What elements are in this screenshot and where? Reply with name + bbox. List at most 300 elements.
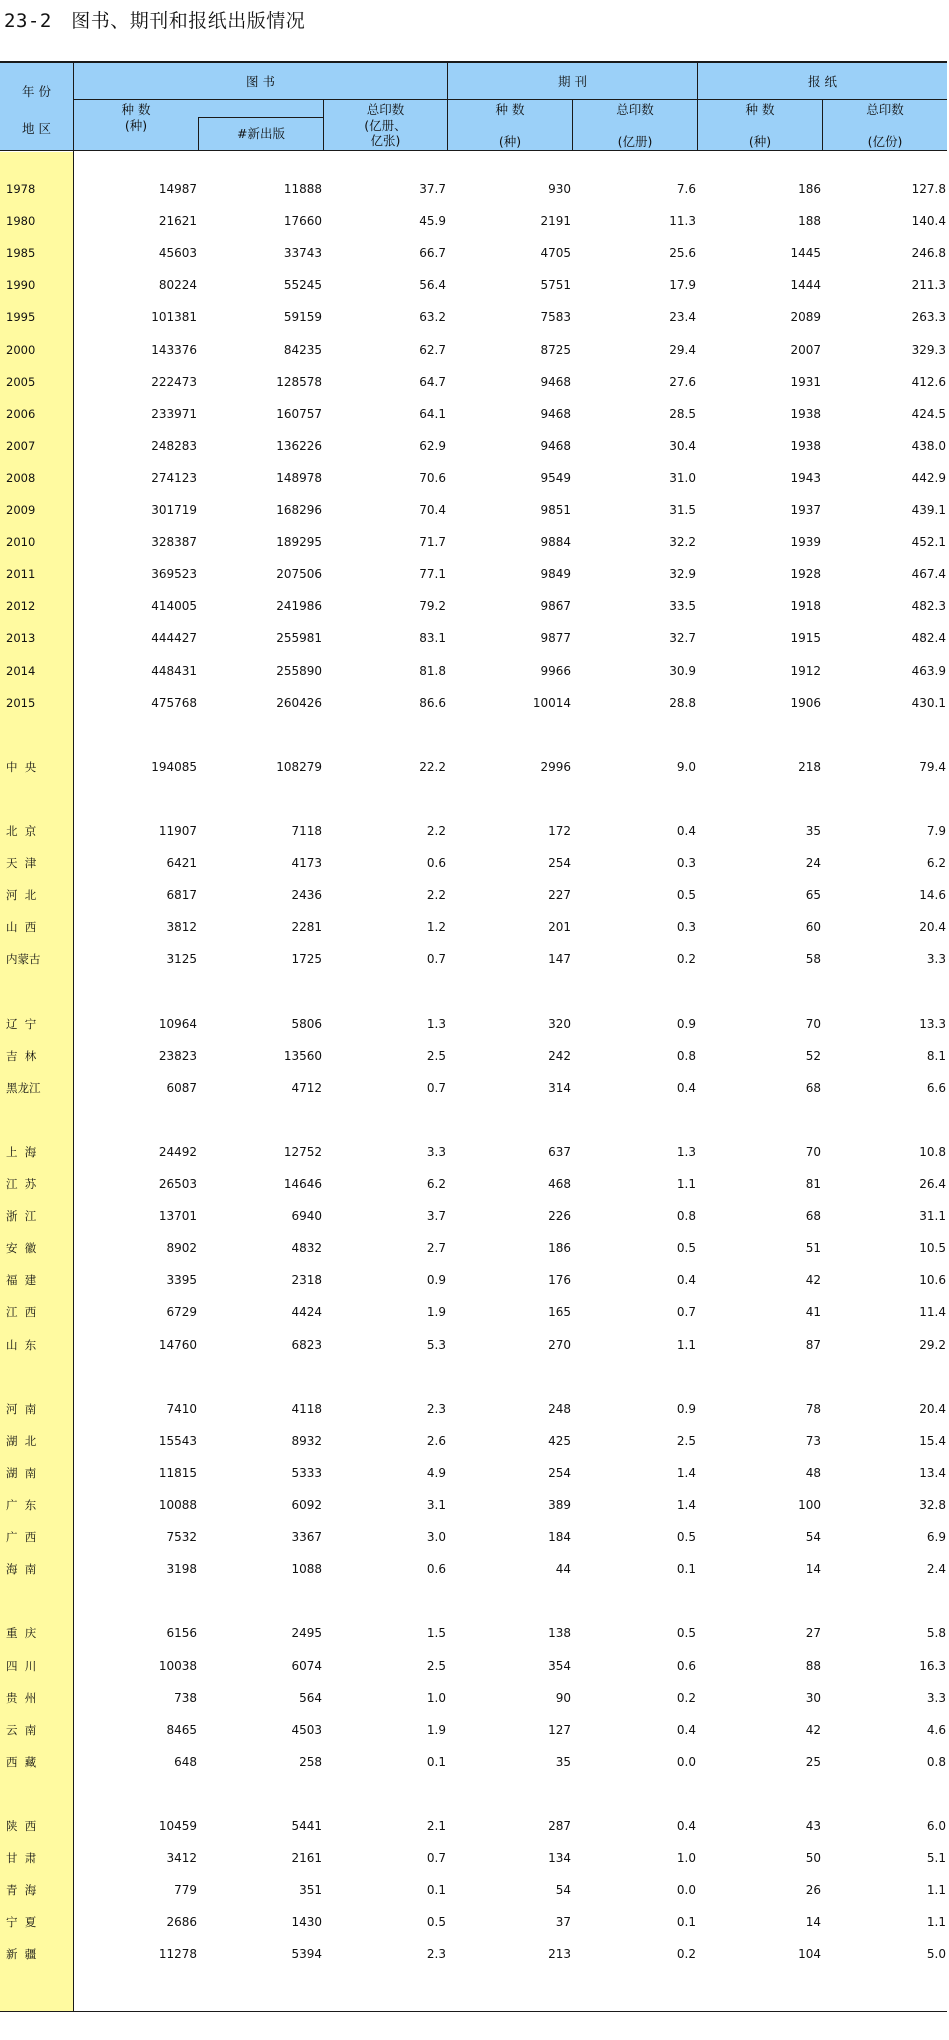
news-copies-cell: 439.1 <box>911 503 946 517</box>
books-kinds-cell: 444427 <box>151 631 197 645</box>
stub-header-region: 地 区 <box>22 121 51 136</box>
books-copies-cell: 0.1 <box>426 1755 446 1769</box>
per-copies-cell: 0.9 <box>676 1402 696 1416</box>
books-copies-cell: 2.3 <box>426 1947 446 1961</box>
books-copies-cell: 3.1 <box>426 1498 446 1512</box>
per-kinds-cell: 425 <box>548 1434 571 1448</box>
news-kinds-cell: 78 <box>805 1402 821 1416</box>
per-copies-cell: 1.3 <box>676 1145 696 1159</box>
books-new-cell: 6823 <box>291 1338 322 1352</box>
per-copies-cell: 11.3 <box>669 214 696 228</box>
table-row <box>0 340 949 360</box>
books-new-cell: 189295 <box>276 535 322 549</box>
row-label: 2010 <box>6 535 36 549</box>
row-label: 2009 <box>6 503 36 517</box>
news-copies-cell: 0.8 <box>926 1755 946 1769</box>
books-kinds-cell: 24492 <box>158 1145 197 1159</box>
per-kinds-cell: 2996 <box>540 760 571 774</box>
books-copies-cell: 2.1 <box>426 1819 446 1833</box>
news-copies-cell: 2.4 <box>926 1562 946 1576</box>
books-new-cell: 207506 <box>276 567 322 581</box>
news-copies-cell: 32.8 <box>919 1498 946 1512</box>
books-kinds-cell: 233971 <box>151 407 197 421</box>
table-row <box>0 917 949 937</box>
table-row <box>0 1656 949 1676</box>
news-copies-cell: 7.9 <box>926 824 946 838</box>
books-copies-cell: 62.7 <box>419 343 446 357</box>
row-label: 北 京 <box>6 824 37 838</box>
books-kinds-cell: 3412 <box>166 1851 197 1865</box>
table-row <box>0 1623 949 1643</box>
books-new-cell: 5441 <box>291 1819 322 1833</box>
row-label: 广 西 <box>6 1530 37 1544</box>
books-copies-cell: 2.2 <box>426 824 446 838</box>
books-copies-cell: 5.3 <box>426 1338 446 1352</box>
books-copies-cell: 2.3 <box>426 1402 446 1416</box>
newspapers-group-header: 报 纸 <box>808 74 837 89</box>
books-copies-cell: 45.9 <box>419 214 446 228</box>
books-new-cell: 255890 <box>276 664 322 678</box>
per-kinds-cell: 468 <box>548 1177 571 1191</box>
table-row <box>0 693 949 713</box>
books-new-cell: 2436 <box>291 888 322 902</box>
news-kinds-cell: 1937 <box>790 503 821 517</box>
news-kinds-cell: 1938 <box>790 439 821 453</box>
books-kinds-cell: 6817 <box>166 888 197 902</box>
books-copies-cell: 70.4 <box>419 503 446 517</box>
per-kinds-cell: 242 <box>548 1049 571 1063</box>
per-copies-cell: 32.7 <box>669 631 696 645</box>
per-copies-cell: 2.5 <box>676 1434 696 1448</box>
news-copies-cell: 438.0 <box>911 439 946 453</box>
books-new-cell: 4118 <box>291 1402 322 1416</box>
books-copies-cell: 4.9 <box>426 1466 446 1480</box>
news-copies-cell: 6.6 <box>926 1081 946 1095</box>
per-copies-cell: 1.0 <box>676 1851 696 1865</box>
news-copies-cell: 5.8 <box>926 1626 946 1640</box>
table-row <box>0 275 949 295</box>
per-kinds-cell: 201 <box>548 920 571 934</box>
table-row <box>0 1688 949 1708</box>
news-copies-cell: 246.8 <box>911 246 946 260</box>
news-kinds-cell: 42 <box>805 1273 821 1287</box>
books-new-cell: 4832 <box>291 1241 322 1255</box>
news-kinds-cell: 88 <box>805 1659 821 1673</box>
per-copies-cell: 1.1 <box>676 1338 696 1352</box>
books-kinds-cell: 13701 <box>158 1209 197 1223</box>
table-row <box>0 628 949 648</box>
books-kinds-cell: 6156 <box>166 1626 197 1640</box>
per-kinds-cell: 184 <box>548 1530 571 1544</box>
per-copies-cell: 0.5 <box>676 1530 696 1544</box>
row-label: 广 东 <box>6 1498 37 1512</box>
row-label: 2011 <box>6 567 36 581</box>
row-label: 海 南 <box>6 1562 37 1576</box>
books-new-cell: 14646 <box>283 1177 322 1191</box>
news-kinds-cell: 1939 <box>790 535 821 549</box>
books-new-cell: 7118 <box>291 824 322 838</box>
news-kinds-cell: 41 <box>805 1305 821 1319</box>
row-label: 1990 <box>6 278 36 292</box>
news-kinds-cell: 43 <box>805 1819 821 1833</box>
books-new-cell: 128578 <box>276 375 322 389</box>
news-copies-cell: 26.4 <box>919 1177 946 1191</box>
per-kinds-cell: 37 <box>555 1915 571 1929</box>
news-copies-cell: 424.5 <box>911 407 946 421</box>
books-copies-unit-2: 亿张) <box>370 133 401 148</box>
books-new-cell: 12752 <box>283 1145 322 1159</box>
books-copies-header: 总印数 <box>366 102 405 117</box>
news-copies-cell: 140.4 <box>911 214 946 228</box>
news-copies-cell: 1.1 <box>926 1883 946 1897</box>
news-copies-unit: (亿份) <box>867 134 903 149</box>
books-new-cell: 1088 <box>291 1562 322 1576</box>
header-bottom-rule <box>0 150 947 151</box>
books-new-cell: 4424 <box>291 1305 322 1319</box>
table-row <box>0 1816 949 1836</box>
per-kinds-cell: 213 <box>548 1947 571 1961</box>
table-row <box>0 853 949 873</box>
news-copies-cell: 11.4 <box>919 1305 946 1319</box>
books-copies-cell: 2.2 <box>426 888 446 902</box>
row-label: 山 西 <box>6 920 37 934</box>
books-copies-cell: 1.2 <box>426 920 446 934</box>
table-row <box>0 243 949 263</box>
news-copies-cell: 31.1 <box>919 1209 946 1223</box>
books-copies-cell: 2.7 <box>426 1241 446 1255</box>
row-label: 2005 <box>6 375 36 389</box>
books-kinds-cell: 779 <box>174 1883 197 1897</box>
row-label: 山 东 <box>6 1338 37 1352</box>
row-label: 黑龙江 <box>6 1081 41 1095</box>
news-kinds-cell: 51 <box>805 1241 821 1255</box>
table-row <box>0 1335 949 1355</box>
news-copies-cell: 4.6 <box>926 1723 946 1737</box>
news-kinds-cell: 1912 <box>790 664 821 678</box>
per-kinds-cell: 287 <box>548 1819 571 1833</box>
books-new-cell: 33743 <box>283 246 322 260</box>
books-kinds-cell: 6087 <box>166 1081 197 1095</box>
news-copies-cell: 6.9 <box>926 1530 946 1544</box>
news-kinds-cell: 104 <box>798 1947 821 1961</box>
per-kinds-cell: 172 <box>548 824 571 838</box>
books-kinds-cell: 448431 <box>151 664 197 678</box>
news-kinds-cell: 2007 <box>790 343 821 357</box>
per-copies-cell: 0.8 <box>676 1049 696 1063</box>
per-copies-cell: 30.4 <box>669 439 696 453</box>
books-new-cell: 11888 <box>283 182 322 196</box>
books-copies-cell: 0.7 <box>426 952 446 966</box>
per-copies-cell: 0.2 <box>676 1947 696 1961</box>
news-kinds-cell: 100 <box>798 1498 821 1512</box>
per-copies-cell: 0.4 <box>676 1723 696 1737</box>
per-copies-cell: 31.0 <box>669 471 696 485</box>
books-new-cell: 351 <box>299 1883 322 1897</box>
table-row <box>0 1912 949 1932</box>
books-copies-cell: 0.6 <box>426 856 446 870</box>
books-kinds-cell: 3125 <box>166 952 197 966</box>
books-new-cell: 2318 <box>291 1273 322 1287</box>
table-row <box>0 1495 949 1515</box>
table-row <box>0 1078 949 1098</box>
books-kinds-cell: 222473 <box>151 375 197 389</box>
per-copies-cell: 0.2 <box>676 1691 696 1705</box>
news-kinds-cell: 14 <box>805 1915 821 1929</box>
news-kinds-cell: 50 <box>805 1851 821 1865</box>
per-kinds-cell: 930 <box>548 182 571 196</box>
news-copies-cell: 79.4 <box>919 760 946 774</box>
table-row <box>0 372 949 392</box>
books-kinds-cell: 648 <box>174 1755 197 1769</box>
per-copies-cell: 0.4 <box>676 1081 696 1095</box>
books-new-cell: 6074 <box>291 1659 322 1673</box>
table-row <box>0 821 949 841</box>
books-new-cell: 2161 <box>291 1851 322 1865</box>
news-kinds-cell: 54 <box>805 1530 821 1544</box>
per-copies-cell: 0.7 <box>676 1305 696 1319</box>
row-label: 上 海 <box>6 1145 37 1159</box>
books-copies-cell: 3.3 <box>426 1145 446 1159</box>
stub-header-year: 年 份 <box>22 84 51 99</box>
header-top-rule <box>0 61 947 63</box>
per-copies-cell: 33.5 <box>669 599 696 613</box>
news-copies-cell: 3.3 <box>926 1691 946 1705</box>
news-kinds-cell: 65 <box>805 888 821 902</box>
books-copies-cell: 0.1 <box>426 1883 446 1897</box>
books-kinds-cell: 14760 <box>158 1338 197 1352</box>
table-row <box>0 1142 949 1162</box>
news-kinds-cell: 24 <box>805 856 821 870</box>
table-row <box>0 1880 949 1900</box>
group-header-rule <box>74 99 947 100</box>
per-kinds-cell: 147 <box>548 952 571 966</box>
per-copies-cell: 0.0 <box>676 1883 696 1897</box>
row-label: 吉 林 <box>6 1049 37 1063</box>
per-copies-cell: 1.4 <box>676 1466 696 1480</box>
row-label: 贵 州 <box>6 1691 37 1705</box>
books-copies-cell: 56.4 <box>419 278 446 292</box>
news-kinds-header: 种 数 <box>745 102 775 117</box>
books-new-cell: 108279 <box>276 760 322 774</box>
news-copies-cell: 14.6 <box>919 888 946 902</box>
books-new-cell: 168296 <box>276 503 322 517</box>
table-row <box>0 1174 949 1194</box>
news-copies-cell: 6.2 <box>926 856 946 870</box>
books-kinds-cell: 143376 <box>151 343 197 357</box>
books-kinds-cell: 6421 <box>166 856 197 870</box>
per-kinds-cell: 9468 <box>540 439 571 453</box>
books-kinds-cell: 7532 <box>166 1530 197 1544</box>
news-copies-cell: 20.4 <box>919 920 946 934</box>
books-new-cell: 241986 <box>276 599 322 613</box>
per-copies-cell: 0.3 <box>676 856 696 870</box>
books-copies-cell: 3.7 <box>426 1209 446 1223</box>
books-new-cell: 136226 <box>276 439 322 453</box>
per-kinds-cell: 54 <box>555 1883 571 1897</box>
news-kinds-cell: 70 <box>805 1145 821 1159</box>
news-kinds-cell: 1445 <box>790 246 821 260</box>
row-label: 云 南 <box>6 1723 37 1737</box>
books-new-top-rule <box>198 117 323 118</box>
per-copies-cell: 1.1 <box>676 1177 696 1191</box>
books-kinds-cell: 2686 <box>166 1915 197 1929</box>
per-kinds-unit: (种) <box>498 134 522 149</box>
books-new-cell: 5394 <box>291 1947 322 1961</box>
news-kinds-cell: 1918 <box>790 599 821 613</box>
per-kinds-cell: 227 <box>548 888 571 902</box>
books-copies-cell: 6.2 <box>426 1177 446 1191</box>
per-kinds-cell: 226 <box>548 1209 571 1223</box>
per-kinds-cell: 254 <box>548 1466 571 1480</box>
news-copies-cell: 5.1 <box>926 1851 946 1865</box>
per-kinds-cell: 8725 <box>540 343 571 357</box>
news-copies-cell: 412.6 <box>911 375 946 389</box>
books-new-cell: 13560 <box>283 1049 322 1063</box>
per-kinds-cell: 320 <box>548 1017 571 1031</box>
per-kinds-cell: 9468 <box>540 407 571 421</box>
books-copies-cell: 64.7 <box>419 375 446 389</box>
books-kinds-cell: 248283 <box>151 439 197 453</box>
books-kinds-cell: 369523 <box>151 567 197 581</box>
per-copies-header: 总印数 <box>616 102 654 117</box>
books-new-cell: 5333 <box>291 1466 322 1480</box>
books-kinds-cell: 10038 <box>158 1659 197 1673</box>
per-copies-cell: 0.4 <box>676 1273 696 1287</box>
books-copies-cell: 0.7 <box>426 1081 446 1095</box>
news-copies-cell: 10.6 <box>919 1273 946 1287</box>
per-kinds-cell: 354 <box>548 1659 571 1673</box>
news-copies-cell: 13.4 <box>919 1466 946 1480</box>
per-kinds-cell: 9851 <box>540 503 571 517</box>
per-copies-cell: 0.1 <box>676 1915 696 1929</box>
books-copies-cell: 37.7 <box>419 182 446 196</box>
books-new-cell: 55245 <box>283 278 322 292</box>
books-new-cell: 1725 <box>291 952 322 966</box>
books-kinds-cell: 10088 <box>158 1498 197 1512</box>
news-copies-cell: 463.9 <box>911 664 946 678</box>
news-copies-cell: 3.3 <box>926 952 946 966</box>
per-copies-cell: 0.5 <box>676 1241 696 1255</box>
news-copies-cell: 16.3 <box>919 1659 946 1673</box>
table-row <box>0 532 949 552</box>
news-copies-cell: 263.3 <box>911 310 946 324</box>
news-kinds-cell: 2089 <box>790 310 821 324</box>
books-new-cell: 84235 <box>283 343 322 357</box>
news-kinds-cell: 70 <box>805 1017 821 1031</box>
per-kinds-cell: 9549 <box>540 471 571 485</box>
books-copies-cell: 1.9 <box>426 1723 446 1737</box>
per-kinds-cell: 4705 <box>540 246 571 260</box>
news-kinds-cell: 25 <box>805 1755 821 1769</box>
books-copies-cell: 86.6 <box>419 696 446 710</box>
books-kinds-cell: 101381 <box>151 310 197 324</box>
per-copies-cell: 30.9 <box>669 664 696 678</box>
news-copies-cell: 20.4 <box>919 1402 946 1416</box>
table-row <box>0 1014 949 1034</box>
news-kinds-cell: 87 <box>805 1338 821 1352</box>
books-new-cell: 4503 <box>291 1723 322 1737</box>
news-kinds-cell: 52 <box>805 1049 821 1063</box>
news-kinds-unit: (种) <box>748 134 772 149</box>
news-kinds-cell: 81 <box>805 1177 821 1191</box>
books-kinds-cell: 3198 <box>166 1562 197 1576</box>
news-copies-cell: 211.3 <box>911 278 946 292</box>
table-row <box>0 885 949 905</box>
books-kinds-cell: 80224 <box>158 278 197 292</box>
per-kinds-cell: 637 <box>548 1145 571 1159</box>
per-kinds-cell: 254 <box>548 856 571 870</box>
books-copies-cell: 62.9 <box>419 439 446 453</box>
per-kinds-cell: 44 <box>555 1562 571 1576</box>
books-copies-cell: 79.2 <box>419 599 446 613</box>
per-copies-cell: 0.6 <box>676 1659 696 1673</box>
books-copies-cell: 2.5 <box>426 1049 446 1063</box>
news-kinds-cell: 48 <box>805 1466 821 1480</box>
books-copies-cell: 77.1 <box>419 567 446 581</box>
per-kinds-cell: 9867 <box>540 599 571 613</box>
news-copies-cell: 10.5 <box>919 1241 946 1255</box>
per-copies-cell: 0.4 <box>676 1819 696 1833</box>
books-copies-cell: 0.7 <box>426 1851 446 1865</box>
row-label: 2013 <box>6 631 36 645</box>
books-copies-cell: 1.9 <box>426 1305 446 1319</box>
row-label: 新 疆 <box>6 1947 37 1961</box>
table-row <box>0 661 949 681</box>
per-kinds-header: 种 数 <box>495 102 525 117</box>
row-label: 辽 宁 <box>6 1017 37 1031</box>
table-row <box>0 468 949 488</box>
table-row <box>0 564 949 584</box>
table-row <box>0 757 949 777</box>
per-copies-unit: (亿册) <box>617 134 653 149</box>
books-new-cell: 3367 <box>291 1530 322 1544</box>
table-title: 23-2 图书、期刊和报纸出版情况 <box>4 10 306 32</box>
table-row <box>0 404 949 424</box>
books-copies-cell: 83.1 <box>419 631 446 645</box>
news-kinds-cell: 1906 <box>790 696 821 710</box>
row-label: 2000 <box>6 343 36 357</box>
news-kinds-cell: 14 <box>805 1562 821 1576</box>
news-kinds-cell: 188 <box>798 214 821 228</box>
books-kinds-cell: 15543 <box>158 1434 197 1448</box>
news-copies-cell: 329.3 <box>911 343 946 357</box>
books-kinds-cell: 21621 <box>158 214 197 228</box>
news-kinds-cell: 42 <box>805 1723 821 1737</box>
books-copies-cell: 3.0 <box>426 1530 446 1544</box>
row-label: 青 海 <box>6 1883 37 1897</box>
books-kinds-cell: 14987 <box>158 182 197 196</box>
per-copies-cell: 0.4 <box>676 824 696 838</box>
per-kinds-cell: 9468 <box>540 375 571 389</box>
per-copies-cell: 1.4 <box>676 1498 696 1512</box>
news-copies-cell: 6.0 <box>926 1819 946 1833</box>
per-copies-cell: 0.3 <box>676 920 696 934</box>
books-kinds-cell: 10459 <box>158 1819 197 1833</box>
books-copies-cell: 64.1 <box>419 407 446 421</box>
books-kinds-cell: 8902 <box>166 1241 197 1255</box>
table-row <box>0 211 949 231</box>
books-copies-cell: 81.8 <box>419 664 446 678</box>
books-kinds-cell: 26503 <box>158 1177 197 1191</box>
books-kinds-cell: 328387 <box>151 535 197 549</box>
per-kinds-cell: 165 <box>548 1305 571 1319</box>
row-label: 安 徽 <box>6 1241 37 1255</box>
news-copies-cell: 10.8 <box>919 1145 946 1159</box>
news-copies-cell: 1.1 <box>926 1915 946 1929</box>
books-new-cell: 4173 <box>291 856 322 870</box>
books-kinds-cell: 6729 <box>166 1305 197 1319</box>
books-kinds-cell: 11278 <box>158 1947 197 1961</box>
